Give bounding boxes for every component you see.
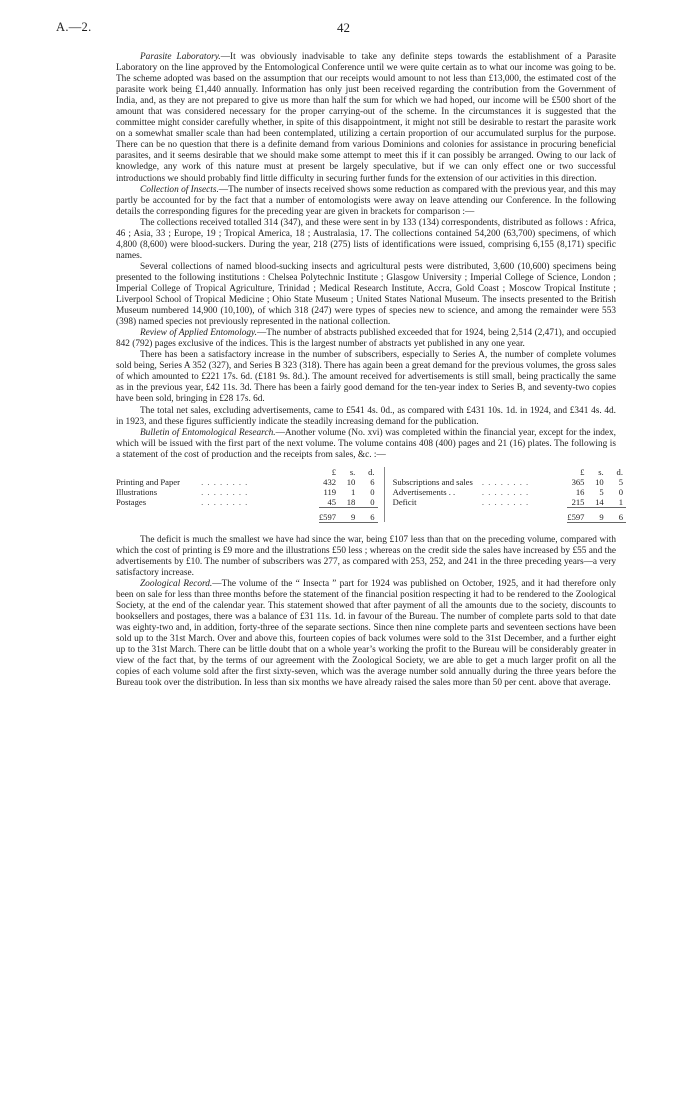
statement-row: Illustrations . . . . . . . . 119 1 0 Advertisements . . . . . . . . . . 16 5 0 [116, 486, 623, 497]
zoological-text: —The volume of the “ Insecta ” part for 1924 was published on October, 1925, and it had therefore only been on sale for less than three months before the statement of the financial position respecting it had to be rendered to the Zoological Society, at the end of the calendar year. This statement showed that after payment of all the amounts due to the society, discounts to booksellers and postages, there was a balance of £31 11s. 1d. in favour of the Bureau. The number of complete parts sold to that date was eighty-two and, in addition, forty-three of the separate sections. Since then nine complete parts and seventeen sections have been sold up to the 31st March. Over and above this, fourteen copies of back volumes were sold to the 31st December, and a further eight up to the 31st March. There can be little doubt that on a whole year’s working the profit to the Bureau will be considerably greater in view of the fact that, by the terms of our agreement with the Zoological Society, we are able to get a much larger profit on all the copies of each volume sold after the first sixty-seven, which was the average number sold annually during the three years before the Bureau took over the distribution. In less than six months we have already raised the sales more than 50 per cent. above that average. [116, 578, 616, 689]
parasite-text: —It was obviously inadvisable to take any definite steps towards the establishment of a Parasite Laboratory on the line approved by the Entomological Conference until we were quite certain as to what our income was going to be. The scheme adopted was based on the assumption that our receipts would amount to not less than £13,000, the estimated cost of the parasite work being £1,440 annually. Information has only just been received regarding the contribution from the Government of India, and, as they are not prepared to give us more than half the sum for which we had hoped, our income will be £500 short of the amount that was considered necessary for the proper carrying-out of the scheme. In the circumstances it is suggested that the committee might consider carefully whether, in spite of this disappointment, it might not still be desirable to restart the parasite work on a somewhat smaller scale than had been contemplated, utilizing a certain proportion of our accumulated surplus for the purpose. There can be no question that there is a definite demand from various Dominions and colonies for assistance in procuring beneficial parasites, and it seems desirable that we should make some attempt to meet this if it can possibly be arranged. Owing to our lack of knowledge, any work of this nature must at present be largely speculative, but if we can only effect one or two successful introductions we should probably find little difficulty in securing further funds for the extension of our activities in this direction. [116, 52, 616, 184]
statement-units-row: £ s. d. £ s. d. [331, 466, 623, 477]
statement-total-row: £597 9 6 £597 9 6 [116, 507, 626, 522]
collection-heading: Collection of Insects. [140, 184, 219, 195]
bulletin-text-1: —Another volume (No. xvi) was completed within the financial year, except for the index, which will be issued with the first part of the next volume. The volume contains 408 (400) pages and 21 (16) plates. The following is a statement of the cost of production and the receipts from sales, &c. :— [116, 427, 617, 460]
zoological-heading: Zoological Record. [140, 578, 213, 589]
review-heading: Review of Applied Entomology. [140, 328, 257, 339]
review-paragraph-1 [116, 328, 616, 350]
parasite-heading: Parasite Laboratory. [140, 52, 221, 62]
document-reference: A.—2. [56, 20, 92, 34]
parasite-paragraph [116, 52, 616, 185]
collection-text-1: —The number of insects received shows some reduction as compared with the previous year, and this may partly be accounted for by the fact that a number of entomologists were away on leave attending our Conference. In the following details the corresponding figures for the preceding year are given in brackets for comparison :— [116, 184, 616, 217]
cost-statement-table [116, 467, 626, 523]
review-paragraph-3: The total net sales, excluding advertisements, came to £541 4s. 0d., as compared with £431 10s. 1d. in 1924, and £341 4s. 4d. in 1923, and these figures sufficiently indicate the steadily increasing demand for the publication. [116, 405, 616, 427]
bulletin-paragraph-2: The deficit is much the smallest we have had since the war, being £107 less than that on the preceding volume, compared with which the cost of printing is £9 more and the illustrations £50 less ; whereas on the credit side the sales have increased by £55 and the advertisements by £10. The number of subscribers was 277, as compared with 253, 252, and 241 in the three preceding years—a very satisfactory increase. [116, 534, 616, 578]
collection-paragraph-1 [116, 185, 616, 218]
review-text-1: —The number of abstracts published exceeded that for 1924, being 2,514 (2,471), and occupied 842 (792) pages exclusive of the indices. This is the largest number of abstracts yet published in any one year. [116, 328, 616, 350]
review-paragraph-2: There has been a satisfactory increase in the number of subscribers, especially to Series A, the number of complete volumes sold being, Series A 352 (327), and Series B 323 (318). There has again been a great demand for the previous volumes, the gross sales of which amounted to £221 17s. 6d. (£181 9s. 8d.). The amount received for advertisements is still small, being practically the same as in the previous year, £42 11s. 3d. There has been a fairly good demand for the ten-year index to Series B, and seventy-two copies have been sold, bringing in £28 17s. 6d. [116, 350, 616, 405]
zoological-paragraph [116, 579, 616, 689]
statement-row: Postages . . . . . . . . 45 18 0 Deficit . . . . . . . . 215 14 1 [116, 496, 623, 507]
collection-paragraph-2: The collections received totalled 314 (347), and these were sent in by 133 (134) correspondents, distributed as follows : Africa, 46 ; Asia, 33 ; Europe, 19 ; Tropical America, 18 ; Australasia, 17. The collections contained 54,200 (63,700) specimens, of which 4,800 (8,600) were blood-suckers. During the year, 218 (275) lists of identifications were issued, comprising 6,155 (8,171) specific names. [116, 217, 616, 261]
bulletin-paragraph-1 [116, 428, 616, 461]
statement-row: Printing and Paper . . . . . . . . 432 10 6 Subscriptions and sales . . . . . . . . 365 10 5 [116, 476, 623, 487]
bulletin-heading: Bulletin of Entomological Research. [140, 427, 276, 438]
page-number: 42 [337, 20, 350, 35]
document-body [116, 52, 623, 689]
collection-paragraph-3: Several collections of named blood-sucking insects and agricultural pests were distributed, 3,600 (10,600) specimens being presented to the following institutions : Chelsea Polytechnic Institute ; Glasgow University ; Imperial College of Science, London ; Imperial College of Tropical Agriculture, Trinidad ; Medical Research Institute, Accra, Gold Coast ; Moscow Tropical Institute ; Liverpool School of Tropical Medicine ; Ohio State Museum ; United States National Museum. The insects presented to the British Museum numbered 14,900 (10,100), of which 318 (247) were types of species new to science, and among the remainder were 553 (398) named species not previously represented in the national collection. [116, 261, 616, 328]
